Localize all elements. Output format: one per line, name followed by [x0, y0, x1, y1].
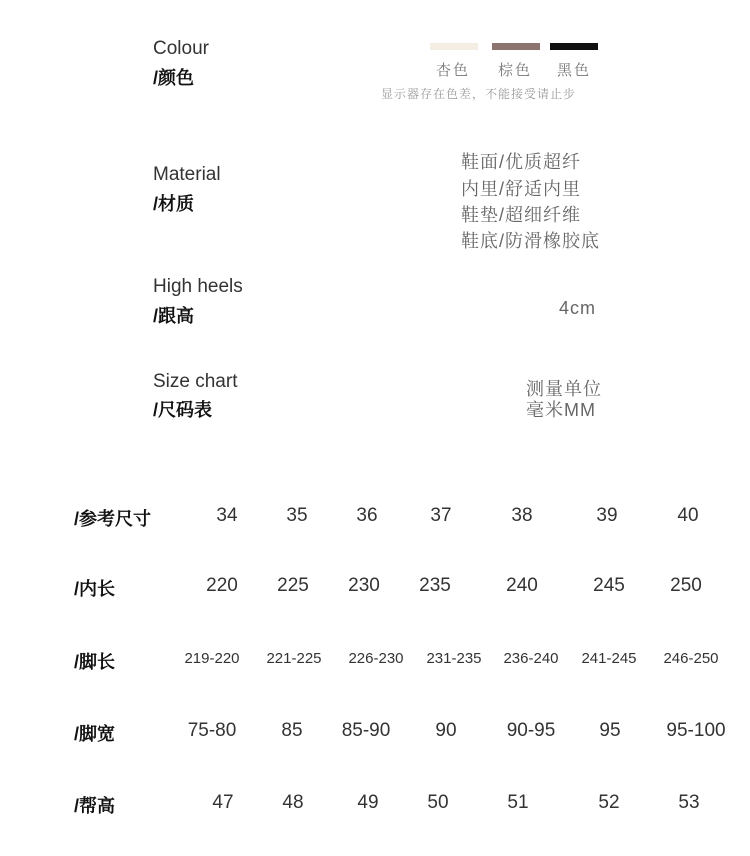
- table-cell-foot-length: 219-220: [184, 650, 240, 667]
- material-insole: 鞋垫/超细纤维: [461, 205, 582, 225]
- table-cell-reference-size: 40: [677, 505, 699, 526]
- table-cell-inner-length: 225: [277, 575, 309, 596]
- table-cell-inner-length: 250: [670, 575, 702, 596]
- table-cell-inner-length: 235: [419, 575, 451, 596]
- material-upper: 鞋面/优质超纤: [461, 152, 582, 172]
- table-cell-reference-size: 38: [511, 505, 533, 526]
- size-chart-label-zh: /尺码表: [153, 400, 213, 420]
- table-cell-reference-size: 37: [430, 505, 452, 526]
- table-cell-foot-width: 90: [435, 720, 457, 741]
- table-cell-foot-length: 231-235: [426, 650, 482, 667]
- table-cell-upper-height: 51: [507, 792, 529, 813]
- row-label-reference-size: /参考尺寸: [74, 509, 152, 529]
- table-cell-upper-height: 47: [212, 792, 234, 813]
- heels-value: 4cm: [559, 298, 597, 318]
- size-chart-label-en: Size chart: [153, 371, 238, 392]
- row-label-foot-width: /脚宽: [74, 724, 116, 744]
- table-cell-inner-length: 230: [348, 575, 380, 596]
- material-lining: 内里/舒适内里: [461, 179, 582, 199]
- table-cell-foot-length: 236-240: [503, 650, 559, 667]
- swatch-label-brown: 棕色: [498, 62, 533, 79]
- table-cell-foot-length: 221-225: [266, 650, 322, 667]
- row-label-inner-length: /内长: [74, 579, 116, 599]
- table-cell-foot-length: 241-245: [581, 650, 637, 667]
- table-cell-upper-height: 53: [678, 792, 700, 813]
- material-label-en: Material: [153, 164, 221, 185]
- table-cell-foot-length: 246-250: [663, 650, 719, 667]
- table-cell-inner-length: 220: [206, 575, 238, 596]
- table-cell-foot-width: 85: [281, 720, 303, 741]
- swatch-black: [550, 43, 598, 50]
- table-cell-reference-size: 36: [356, 505, 378, 526]
- heels-label-zh: /跟高: [153, 306, 195, 326]
- row-label-upper-height: /帮高: [74, 796, 116, 816]
- table-cell-inner-length: 245: [593, 575, 625, 596]
- colour-difference-note: 显示器存在色差，不能接受请止步: [381, 87, 577, 101]
- swatch-label-apricot: 杏色: [436, 62, 471, 79]
- table-cell-upper-height: 52: [598, 792, 620, 813]
- material-sole: 鞋底/防滑橡胶底: [461, 231, 601, 251]
- table-cell-upper-height: 50: [427, 792, 449, 813]
- unit-line-2: 毫米MM: [526, 400, 596, 420]
- table-cell-upper-height: 48: [282, 792, 304, 813]
- table-cell-foot-width: 75-80: [187, 720, 237, 741]
- swatch-brown: [492, 43, 540, 50]
- table-cell-foot-width: 85-90: [341, 720, 391, 741]
- table-cell-foot-width: 90-95: [506, 720, 556, 741]
- table-cell-foot-width: 95: [599, 720, 621, 741]
- table-cell-foot-length: 226-230: [348, 650, 404, 667]
- swatch-apricot: [430, 43, 478, 50]
- material-label-zh: /材质: [153, 194, 195, 214]
- table-cell-reference-size: 39: [596, 505, 618, 526]
- table-cell-inner-length: 240: [506, 575, 538, 596]
- swatch-label-black: 黑色: [557, 62, 592, 79]
- table-cell-reference-size: 35: [286, 505, 308, 526]
- table-cell-upper-height: 49: [357, 792, 379, 813]
- unit-line-1: 测量单位: [526, 379, 602, 399]
- colour-label-zh: /颜色: [153, 68, 195, 88]
- row-label-foot-length: /脚长: [74, 652, 116, 672]
- colour-label-en: Colour: [153, 38, 209, 59]
- table-cell-reference-size: 34: [216, 505, 238, 526]
- heels-label-en: High heels: [153, 276, 243, 297]
- table-cell-foot-width: 95-100: [666, 720, 726, 741]
